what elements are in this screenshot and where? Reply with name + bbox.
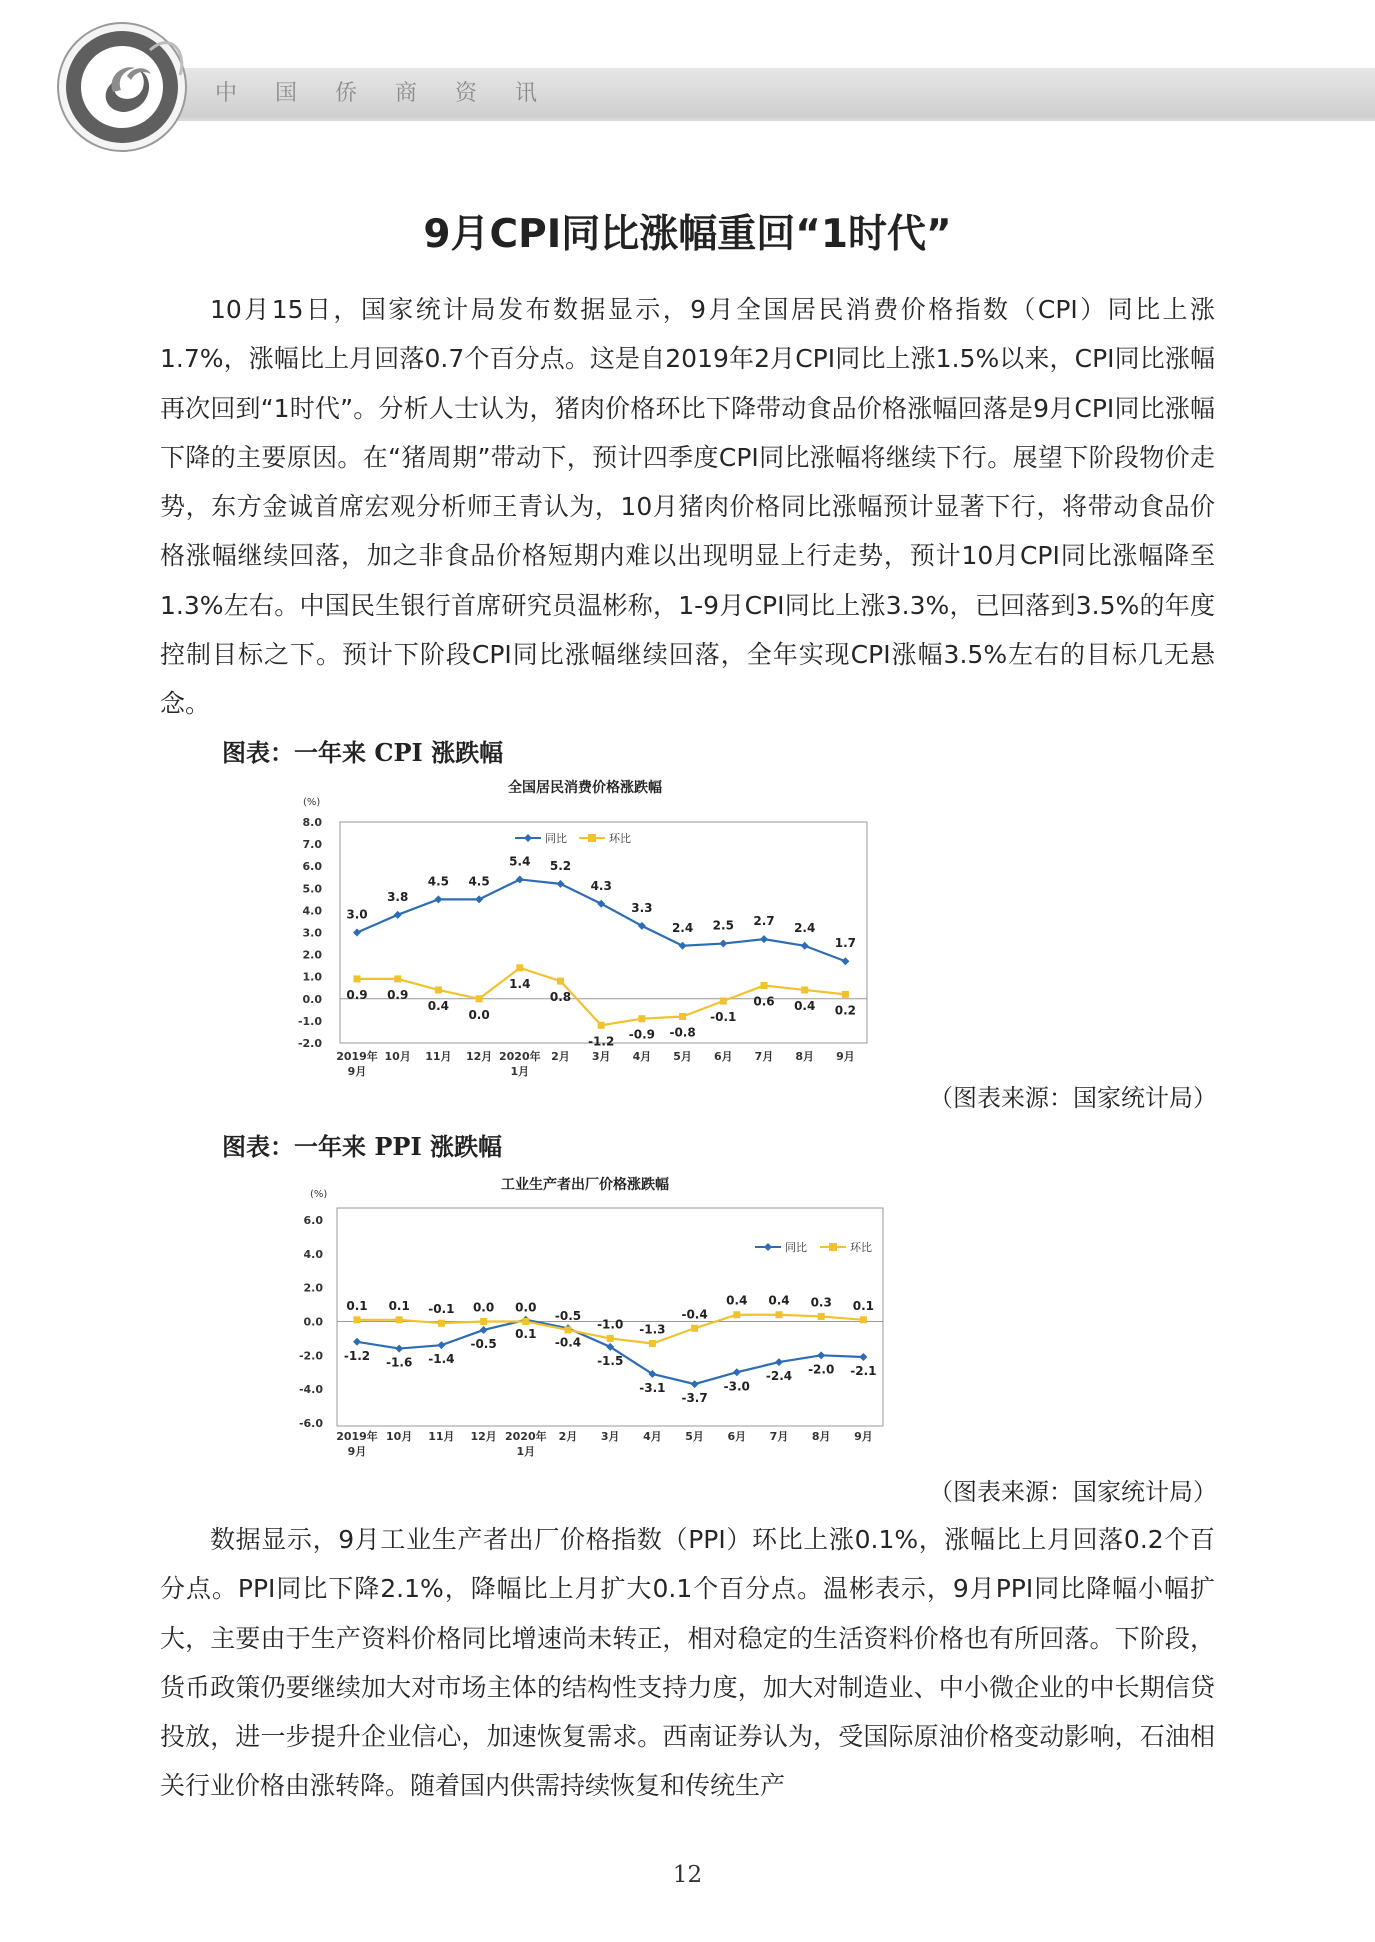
data-point-mom [565, 1326, 572, 1333]
data-point-yoy [557, 880, 565, 888]
data-label-yoy: 5.2 [549, 858, 572, 873]
y-tick-label: 4.0 [303, 1247, 323, 1261]
data-label-mom: 0.0 [468, 1007, 490, 1022]
data-point-mom [522, 1318, 529, 1325]
data-point-yoy [394, 911, 402, 919]
data-point-yoy [841, 957, 849, 965]
data-label-yoy: -1.4 [428, 1352, 455, 1367]
data-label-yoy: 4.5 [427, 874, 450, 889]
data-point-mom [607, 1335, 614, 1342]
y-tick-label: 2.0 [303, 1281, 323, 1295]
data-label-yoy: -0.5 [470, 1336, 497, 1351]
data-label-yoy: -3.7 [681, 1391, 708, 1406]
data-label-mom: -0.5 [554, 1308, 582, 1323]
y-tick-label: -2.0 [298, 1349, 323, 1363]
data-label-yoy: -0.4 [554, 1335, 582, 1350]
legend-label: 环比 [609, 832, 631, 845]
chart-title: 全国居民消费价格涨跌幅 [508, 780, 662, 796]
data-point-mom [598, 1022, 605, 1029]
data-label-mom: 0.0 [472, 1300, 495, 1315]
data-point-yoy [437, 1341, 445, 1349]
data-point-yoy [434, 895, 442, 903]
data-label-yoy: 2.4 [671, 920, 694, 935]
x-tick-label: 4月 [632, 1050, 652, 1063]
y-axis-unit: (%) [303, 797, 321, 808]
article-title: 9月CPI同比涨幅重回“1时代” [423, 212, 952, 257]
data-label-mom: 0.9 [346, 987, 368, 1002]
x-tick-label: 2020年 [504, 1430, 547, 1443]
data-point-mom [818, 1313, 825, 1320]
paragraph-cpi-intro: 10月15日，国家统计局发布数据显示，9月全国居民消费价格指数（CPI）同比上涨1.7%，涨幅比上月回落0.7个百分点。这是自2019年2月CPI同比上涨1.5%以来，CPI同比涨幅再次回到“1时代”。分析人士认为，猪肉价格环比下降带动食品价格涨幅回落是9月CPI同比涨幅下降的主要原因。在“猪周期”带动下，预计四季度CPI同比涨幅将继续下行。展望下阶段物价走势，东方金诚首席宏观分析师王青认为，10月猪肉价格同比涨幅预计显著下行，将带动食品价格涨幅继续回落，加之非食品价格短期内难以出现明显上行走势，预计10月CPI同比涨幅降至1.3%左右。中国民生银行首席研究员温彬称，1-9月CPI同比上涨3.3%，已回落到3.5%的年度控制目标之下。预计下阶段CPI同比涨幅继续回落，全年实现CPI涨幅3.5%左右的目标几无悬念。 [160, 295, 1215, 719]
x-tick-label: 2019年 [336, 1430, 378, 1443]
data-label-yoy: 4.3 [590, 878, 612, 893]
data-label-yoy: 2.7 [753, 914, 775, 929]
data-label-mom: 0.6 [753, 994, 775, 1009]
data-point-yoy [395, 1345, 403, 1353]
x-tick-label: 1月 [510, 1065, 530, 1078]
data-point-yoy [480, 1326, 488, 1334]
cpi-line-chart [285, 768, 885, 1088]
legend-marker-mom [829, 1243, 837, 1251]
data-label-mom: 0.1 [388, 1298, 410, 1313]
data-point-yoy [760, 935, 768, 943]
data-label-yoy: 3.8 [387, 889, 409, 904]
data-point-mom [801, 986, 808, 993]
data-point-yoy [859, 1353, 867, 1361]
data-label-mom: 0.8 [549, 990, 572, 1005]
data-point-mom [638, 1015, 645, 1022]
data-point-yoy [475, 895, 483, 903]
data-label-yoy: 1.7 [834, 936, 857, 951]
x-tick-label: 6月 [713, 1050, 733, 1063]
data-label-mom: 0.1 [346, 1298, 368, 1313]
data-point-yoy [638, 922, 646, 930]
legend-label: 同比 [785, 1241, 807, 1254]
data-point-mom [396, 1316, 403, 1323]
data-label-mom: 0.4 [768, 1293, 790, 1308]
data-point-mom [842, 991, 849, 998]
data-label-mom: 0.2 [834, 1003, 857, 1018]
y-tick-label: 4.0 [302, 904, 322, 918]
data-point-mom [480, 1318, 487, 1325]
y-tick-label: -1.0 [297, 1014, 322, 1028]
y-tick-label: 7.0 [302, 838, 322, 852]
legend-marker-mom [588, 834, 596, 842]
legend-label: 环比 [850, 1241, 872, 1254]
y-tick-label: 3.0 [302, 926, 322, 940]
data-point-yoy [353, 1338, 361, 1346]
y-tick-label: 0.0 [302, 992, 322, 1006]
association-logo-icon [55, 20, 190, 155]
data-label-mom: 0.4 [794, 998, 816, 1013]
data-point-mom [394, 975, 401, 982]
data-point-mom [679, 1013, 686, 1020]
data-label-yoy: -1.5 [597, 1353, 624, 1368]
data-point-mom [761, 982, 768, 989]
data-point-yoy [733, 1368, 741, 1376]
data-label-mom: 0.9 [387, 987, 409, 1002]
data-label-yoy: 0.1 [515, 1326, 537, 1341]
data-label-mom: -1.2 [588, 1034, 615, 1049]
x-tick-label: 10月 [384, 1050, 411, 1063]
data-label-yoy: -2.4 [765, 1369, 793, 1384]
x-tick-label: 12月 [470, 1430, 497, 1443]
plot-frame [340, 822, 867, 1043]
data-label-mom: -0.4 [681, 1307, 708, 1322]
data-point-yoy [679, 942, 687, 950]
data-label-mom: 1.4 [509, 976, 531, 991]
y-tick-label: 1.0 [302, 970, 322, 984]
data-point-mom [516, 964, 523, 971]
data-point-mom [733, 1311, 740, 1318]
data-point-mom [557, 978, 564, 985]
x-tick-label: 2月 [558, 1430, 578, 1443]
data-label-yoy: -3.0 [723, 1379, 750, 1394]
x-tick-label: 10月 [386, 1430, 413, 1443]
y-tick-label: 6.0 [303, 1214, 323, 1227]
x-tick-label: 1月 [516, 1445, 536, 1458]
x-tick-label: 12月 [465, 1050, 493, 1063]
data-label-yoy: 2.4 [794, 920, 816, 935]
data-label-mom: -0.8 [669, 1025, 696, 1040]
data-label-yoy: 2.5 [712, 918, 734, 933]
x-tick-label: 8月 [811, 1430, 831, 1443]
y-tick-label: 2.0 [302, 948, 322, 962]
y-tick-label: -6.0 [298, 1417, 323, 1430]
x-tick-label: 5月 [685, 1430, 704, 1443]
data-point-mom [776, 1311, 783, 1318]
data-point-yoy [801, 942, 809, 950]
legend-label: 同比 [545, 832, 567, 845]
data-label-yoy: 3.0 [346, 907, 368, 922]
data-label-yoy: 3.3 [631, 900, 653, 915]
data-label-yoy: -2.1 [850, 1364, 877, 1379]
data-label-mom: -0.9 [628, 1027, 656, 1042]
x-tick-label: 11月 [425, 1050, 452, 1063]
data-point-yoy [775, 1358, 783, 1366]
x-tick-label: 3月 [600, 1430, 620, 1443]
data-point-yoy [817, 1351, 825, 1359]
y-tick-label: -4.0 [298, 1383, 323, 1397]
data-label-mom: -1.0 [597, 1317, 624, 1332]
data-point-mom [649, 1340, 656, 1347]
data-point-mom [354, 1316, 361, 1323]
ppi-line-chart [285, 1163, 895, 1473]
page-number: 12 [672, 1862, 703, 1888]
source-cpi-chart: （图表来源：国家统计局） [929, 1084, 1217, 1112]
y-tick-label: 6.0 [302, 860, 322, 874]
legend-marker-yoy [524, 834, 532, 842]
data-label-yoy: -1.2 [343, 1348, 371, 1363]
x-tick-label: 8月 [795, 1050, 815, 1063]
data-label-yoy: -3.1 [639, 1380, 666, 1395]
y-tick-label: 0.0 [303, 1315, 323, 1329]
x-tick-label: 9月 [347, 1445, 367, 1458]
source-ppi-chart: （图表来源：国家统计局） [929, 1478, 1217, 1506]
x-tick-label: 2月 [551, 1050, 570, 1063]
x-tick-label: 5月 [673, 1050, 692, 1063]
data-point-mom [476, 995, 483, 1002]
x-tick-label: 11月 [428, 1430, 455, 1443]
x-tick-label: 9月 [347, 1065, 367, 1078]
data-label-yoy: -1.6 [386, 1355, 413, 1370]
y-tick-label: 8.0 [302, 816, 322, 829]
data-label-mom: -0.1 [428, 1302, 455, 1317]
data-point-yoy [353, 929, 361, 937]
data-label-mom: 0.4 [427, 998, 450, 1013]
data-point-mom [720, 998, 727, 1005]
data-point-yoy [597, 900, 605, 908]
y-axis-unit: (%) [310, 1189, 328, 1200]
data-point-mom [860, 1316, 867, 1323]
header-divider [150, 118, 1375, 121]
caption-cpi-chart: 图表：一年来 CPI 涨跌幅 [222, 738, 504, 767]
data-point-yoy [516, 875, 524, 883]
y-tick-label: 5.0 [302, 882, 322, 896]
x-tick-label: 7月 [754, 1050, 774, 1063]
data-point-mom [354, 975, 361, 982]
data-label-mom: 0.3 [810, 1295, 832, 1310]
x-tick-label: 9月 [836, 1050, 855, 1063]
x-tick-label: 6月 [727, 1430, 747, 1443]
data-point-yoy [691, 1380, 699, 1388]
chart-title: 工业生产者出厂价格涨跌幅 [501, 1177, 669, 1193]
data-label-mom: -1.3 [639, 1322, 666, 1337]
data-label-yoy: 5.4 [509, 854, 531, 869]
data-label-mom: 0.1 [852, 1298, 875, 1313]
x-tick-label: 7月 [769, 1430, 789, 1443]
x-tick-label: 2019年 [336, 1050, 378, 1063]
page-header [0, 0, 1375, 170]
x-tick-label: 3月 [591, 1050, 611, 1063]
x-tick-label: 9月 [854, 1430, 873, 1443]
y-tick-label: -2.0 [297, 1037, 322, 1050]
data-label-mom: 0.0 [515, 1300, 537, 1315]
data-point-mom [438, 1320, 445, 1327]
data-point-mom [435, 986, 442, 993]
x-tick-label: 2020年 [498, 1050, 541, 1063]
magazine-name: 中国侨商资讯 [215, 81, 576, 106]
x-tick-label: 4月 [643, 1430, 662, 1443]
data-label-mom: 0.4 [726, 1293, 748, 1308]
data-label-yoy: 4.5 [468, 874, 490, 889]
caption-ppi-chart: 图表：一年来 PPI 涨跌幅 [222, 1132, 503, 1161]
data-point-yoy [719, 940, 727, 948]
paragraph-ppi-analysis: 数据显示，9月工业生产者出厂价格指数（PPI）环比上涨0.1%，涨幅比上月回落0.2个百分点。PPI同比下降2.1%，降幅比上月扩大0.1个百分点。温彬表示，9月PPI同比降幅小幅扩大，主要由于生产资料价格同比增速尚未转正，相对稳定的生活资料价格也有所回落。下阶段，货币政策仍要继续加大对市场主体的结构性支持力度，加大对制造业、中小微企业的中长期信贷投放，进一步提升企业信心，加速恢复需求。西南证券认为，受国际原油价格变动影响，石油相关行业价格由涨转降。随着国内供需持续恢复和传统生产 [160, 1525, 1215, 1801]
data-point-mom [691, 1325, 698, 1332]
data-label-mom: -0.1 [710, 1010, 737, 1025]
data-label-yoy: -2.0 [808, 1362, 835, 1377]
legend-marker-yoy [764, 1243, 772, 1251]
